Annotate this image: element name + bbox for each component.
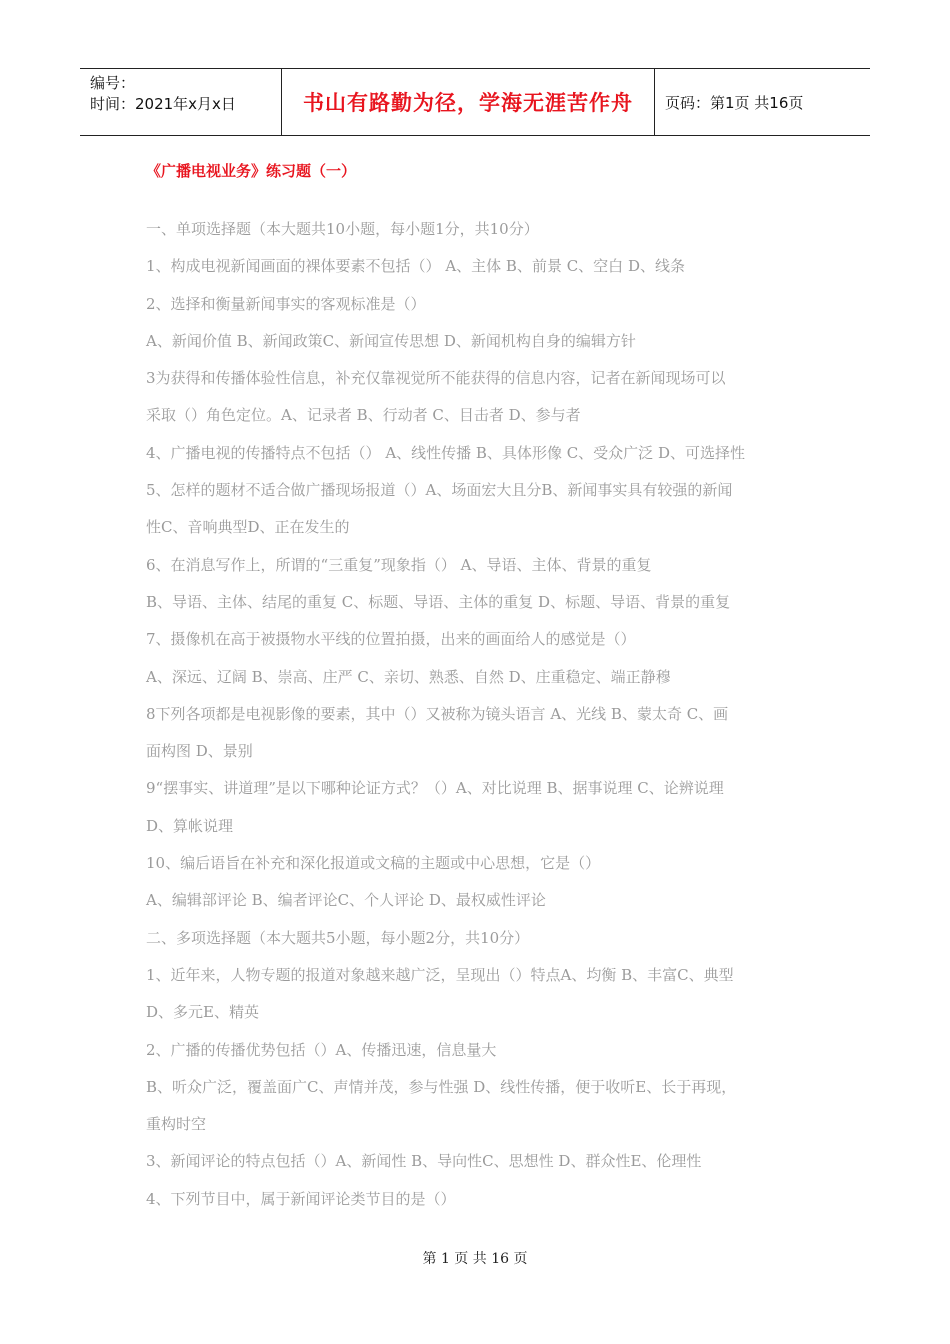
text-line: 4、下列节目中，属于新闻评论类节目的是（）: [146, 1189, 456, 1208]
header-motto: 书山有路勤为径，学海无涯苦作舟: [303, 90, 633, 115]
text-line: 7、摄像机在高于被摄物水平线的位置拍摄，出来的画面给人的感觉是（）: [146, 630, 636, 649]
text-line: D、多元E、精英: [146, 1003, 259, 1022]
text-line: 3为获得和传播体验性信息，补充仅靠视觉所不能获得的信息内容，记者在新闻现场可以: [146, 369, 726, 388]
document-title: 《广播电视业务》练习题（一）: [146, 162, 357, 180]
text-line: 一、单项选择题（本大题共10小题，每小题1分，共10分）: [146, 220, 539, 238]
text-line: 面构图 D、景别: [146, 742, 253, 761]
doc-date: 时间：2021年x月x日: [90, 95, 236, 113]
text-line: 10、编后语旨在补充和深化报道或文稿的主题或中心思想，它是（）: [146, 854, 601, 873]
text-line: 2、选择和衡量新闻事实的客观标准是（）: [146, 294, 426, 313]
text-line: 2、广播的传播优势包括（）A、传播迅速，信息量大: [146, 1040, 497, 1059]
page-header: [80, 68, 870, 136]
text-line: A、新闻价值 B、新闻政策C、新闻宣传思想 D、新闻机构自身的编辑方针: [146, 331, 636, 350]
text-line: 5、怎样的题材不适合做广播现场报道（）A、场面宏大且分B、新闻事实具有较强的新闻: [146, 481, 733, 500]
text-line: 8下列各项都是电视影像的要素，其中（）又被称为镜头语言 A、光线 B、蒙太奇 C、画: [146, 704, 729, 723]
header-page-info: 页码：第1页 共16页: [665, 93, 804, 112]
text-line: 9“摆事实、讲道理”是以下哪种论证方式？（）A、对比说理 B、据事说理 C、论辨说理: [146, 779, 724, 798]
text-line: 4、广播电视的传播特点不包括（） A、线性传播 B、具体形像 C、受众广泛 D、可选择性: [146, 443, 745, 462]
text-line: B、听众广泛，覆盖面广C、声情并茂，参与性强 D、线性传播，便于收听E、长于再现，: [146, 1077, 737, 1096]
text-line: A、编辑部评论 B、编者评论C、个人评论 D、最权威性评论: [146, 891, 546, 910]
text-line: 重构时空: [146, 1115, 207, 1134]
header-motto-cell: [282, 69, 655, 135]
page-footer: 第 1 页 共 16 页: [422, 1251, 528, 1267]
text-line: 1、构成电视新闻画面的裸体要素不包括（） A、主体 B、前景 C、空白 D、线条: [146, 257, 685, 276]
text-line: A、深远、辽阔 B、崇高、庄严 C、亲切、熟悉、自然 D、庄重稳定、端正静穆: [146, 667, 671, 686]
text-line: 6、在消息写作上，所谓的“三重复”现象指（） A、导语、主体、背景的重复: [146, 555, 652, 574]
text-line: B、导语、主体、结尾的重复 C、标题、导语、主体的重复 D、标题、导语、背景的重复: [146, 592, 731, 611]
header-meta: [80, 69, 282, 135]
text-line: 性C、音响典型D、正在发生的: [146, 518, 350, 537]
text-line: 3、新闻评论的特点包括（）A、新闻性 B、导向性C、思想性 D、群众性E、伦理性: [146, 1152, 702, 1171]
text-line: 1、近年来，人物专题的报道对象越来越广泛，呈现出（）特点A、均衡 B、丰富C、典型: [146, 965, 734, 984]
doc-code-label: 编号：: [90, 74, 136, 92]
header-page-cell: [655, 69, 870, 135]
text-line: 二、多项选择题（本大题共5小题，每小题2分，共10分）: [146, 928, 530, 947]
text-line: 采取（）角色定位。A、记录者 B、行动者 C、目击者 D、参与者: [146, 406, 581, 425]
document-body: [146, 218, 811, 1225]
text-line: D、算帐说理: [146, 816, 234, 835]
